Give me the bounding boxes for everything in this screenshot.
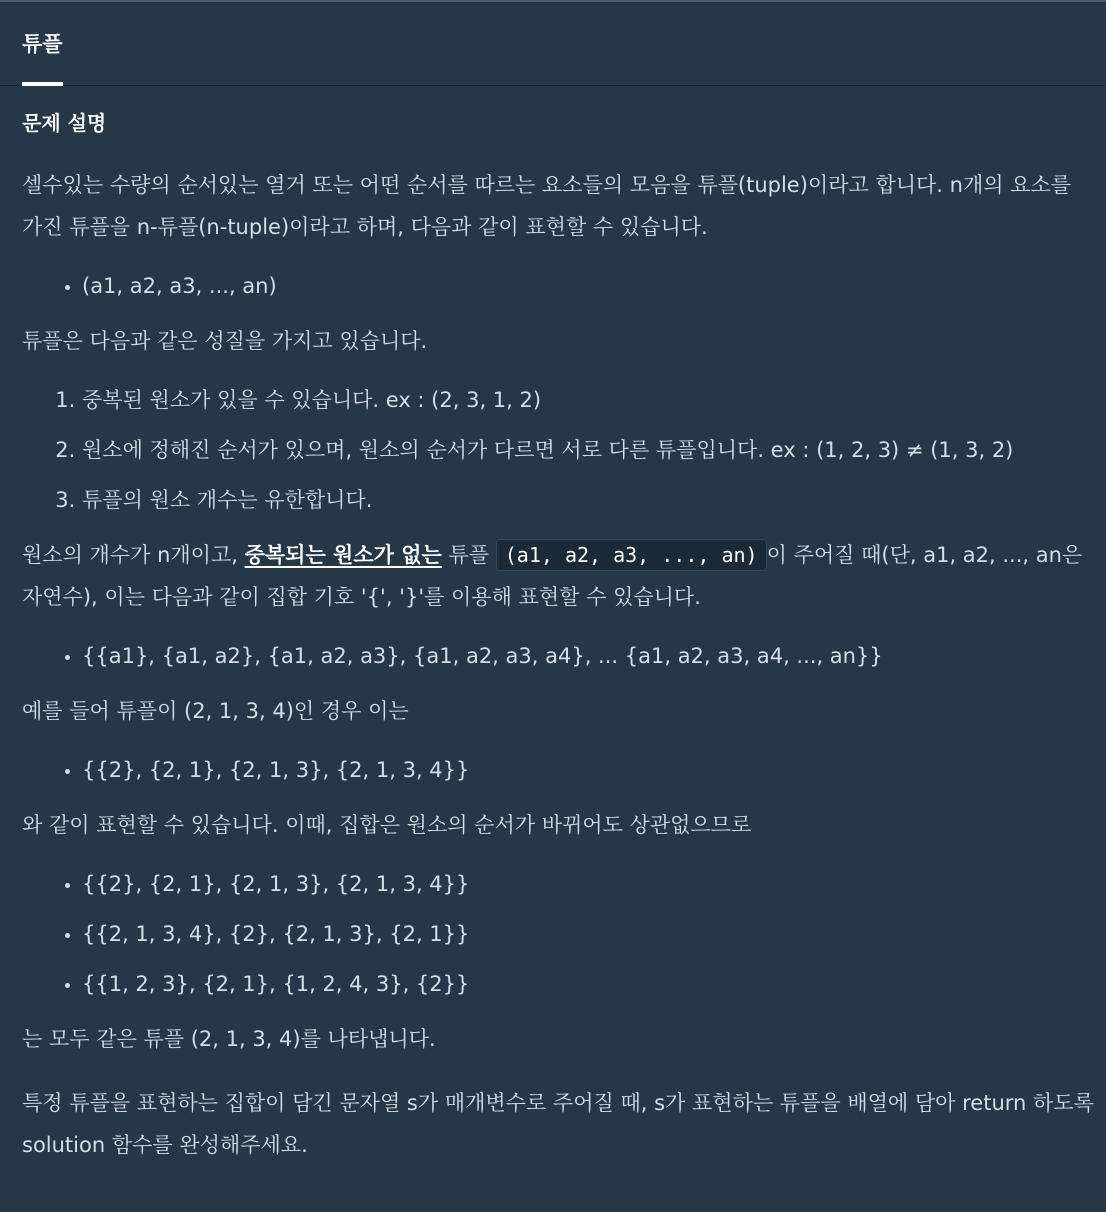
- list-item: 2. 원소에 정해진 순서가 있으며, 원소의 순서가 다르면 서로 다른 튜플입니다. ex : (1, 2, 3) ≠ (1, 3, 2): [82, 434, 1094, 466]
- list-item: • {{2}, {2, 1}, {2, 1, 3}, {2, 1, 3, 4}}: [82, 868, 1094, 900]
- inline-code: (a1, a2, a3, ..., an): [496, 539, 767, 571]
- list-item: • {{2}, {2, 1}, {2, 1, 3}, {2, 1, 3, 4}}: [82, 754, 1094, 786]
- properties-intro: 튜플은 다음과 같은 성질을 가지고 있습니다.: [22, 329, 428, 353]
- list-item: • (a1, a2, a3, ..., an): [82, 270, 1094, 302]
- order-note: 와 같이 표현할 수 있습니다. 이때, 집합은 원소의 순서가 바뀌어도 상관없으므로: [22, 813, 752, 837]
- active-tab-indicator: [22, 82, 63, 86]
- emphasis-text: 중복되는 원소가 없는: [244, 543, 442, 567]
- list-item: • {{1, 2, 3}, {2, 1}, {1, 2, 4, 3}, {2}}: [82, 968, 1094, 1000]
- list-item: 1. 중복된 원소가 있을 수 있습니다. ex : (2, 3, 1, 2): [82, 384, 1094, 416]
- problem-description: [22, 108, 1094, 1188]
- set-intro-text-2: 튜플: [441, 543, 496, 567]
- example-intro: 예를 들어 튜플이 (2, 1, 3, 4)인 경우 이는: [22, 699, 409, 723]
- task-paragraph: 특정 튜플을 표현하는 집합이 담긴 문자열 s가 매개변수로 주어질 때, s가 표현하는 튜플을 배열에 담아 return 하도록 solution 함수를 완성해주세요.: [22, 1091, 1094, 1157]
- equivalence-conclusion: 는 모두 같은 튜플 (2, 1, 3, 4)를 나타냅니다.: [22, 1027, 436, 1051]
- properties-list: [22, 384, 1094, 516]
- intro-paragraph: 셀수있는 수량의 순서있는 열거 또는 어떤 순서를 따르는 요소들의 모음을 튜플(tuple)이라고 합니다. n개의 요소를 가진 튜플을 n-튜플(n-tuple)이라고 하며, 다음과 같이 표현할 수 있습니다.: [22, 173, 1072, 239]
- set-intro-text-3: 이 주어질 때(단, a1, a2, ..., an은 자연수), 이는 다음과 같이 집합 기호 '{', '}'를 이용해 표현할 수 있습니다.: [22, 543, 1083, 609]
- list-item: 3. 튜플의 원소 개수는 유한합니다.: [82, 484, 1094, 516]
- example-set-list: [22, 754, 1094, 786]
- set-intro-text-1: 원소의 개수가 n개이고,: [22, 543, 245, 567]
- list-item: • {{a1}, {a1, a2}, {a1, a2, a3}, {a1, a2, a3, a4}, ... {a1, a2, a3, a4, ..., an}}: [82, 640, 1094, 672]
- tab-bar: [0, 2, 1106, 86]
- tab-problem-title[interactable]: [22, 2, 63, 85]
- set-representation-list: [22, 640, 1094, 672]
- tuple-example-list: [22, 270, 1094, 302]
- tab-label: 튜플: [22, 32, 63, 56]
- set-intro-paragraph: [22, 534, 1094, 618]
- equivalent-sets-list: [22, 868, 1094, 1000]
- list-item: • {{2, 1, 3, 4}, {2}, {2, 1, 3}, {2, 1}}: [82, 918, 1094, 950]
- section-heading: 문제 설명: [22, 111, 107, 135]
